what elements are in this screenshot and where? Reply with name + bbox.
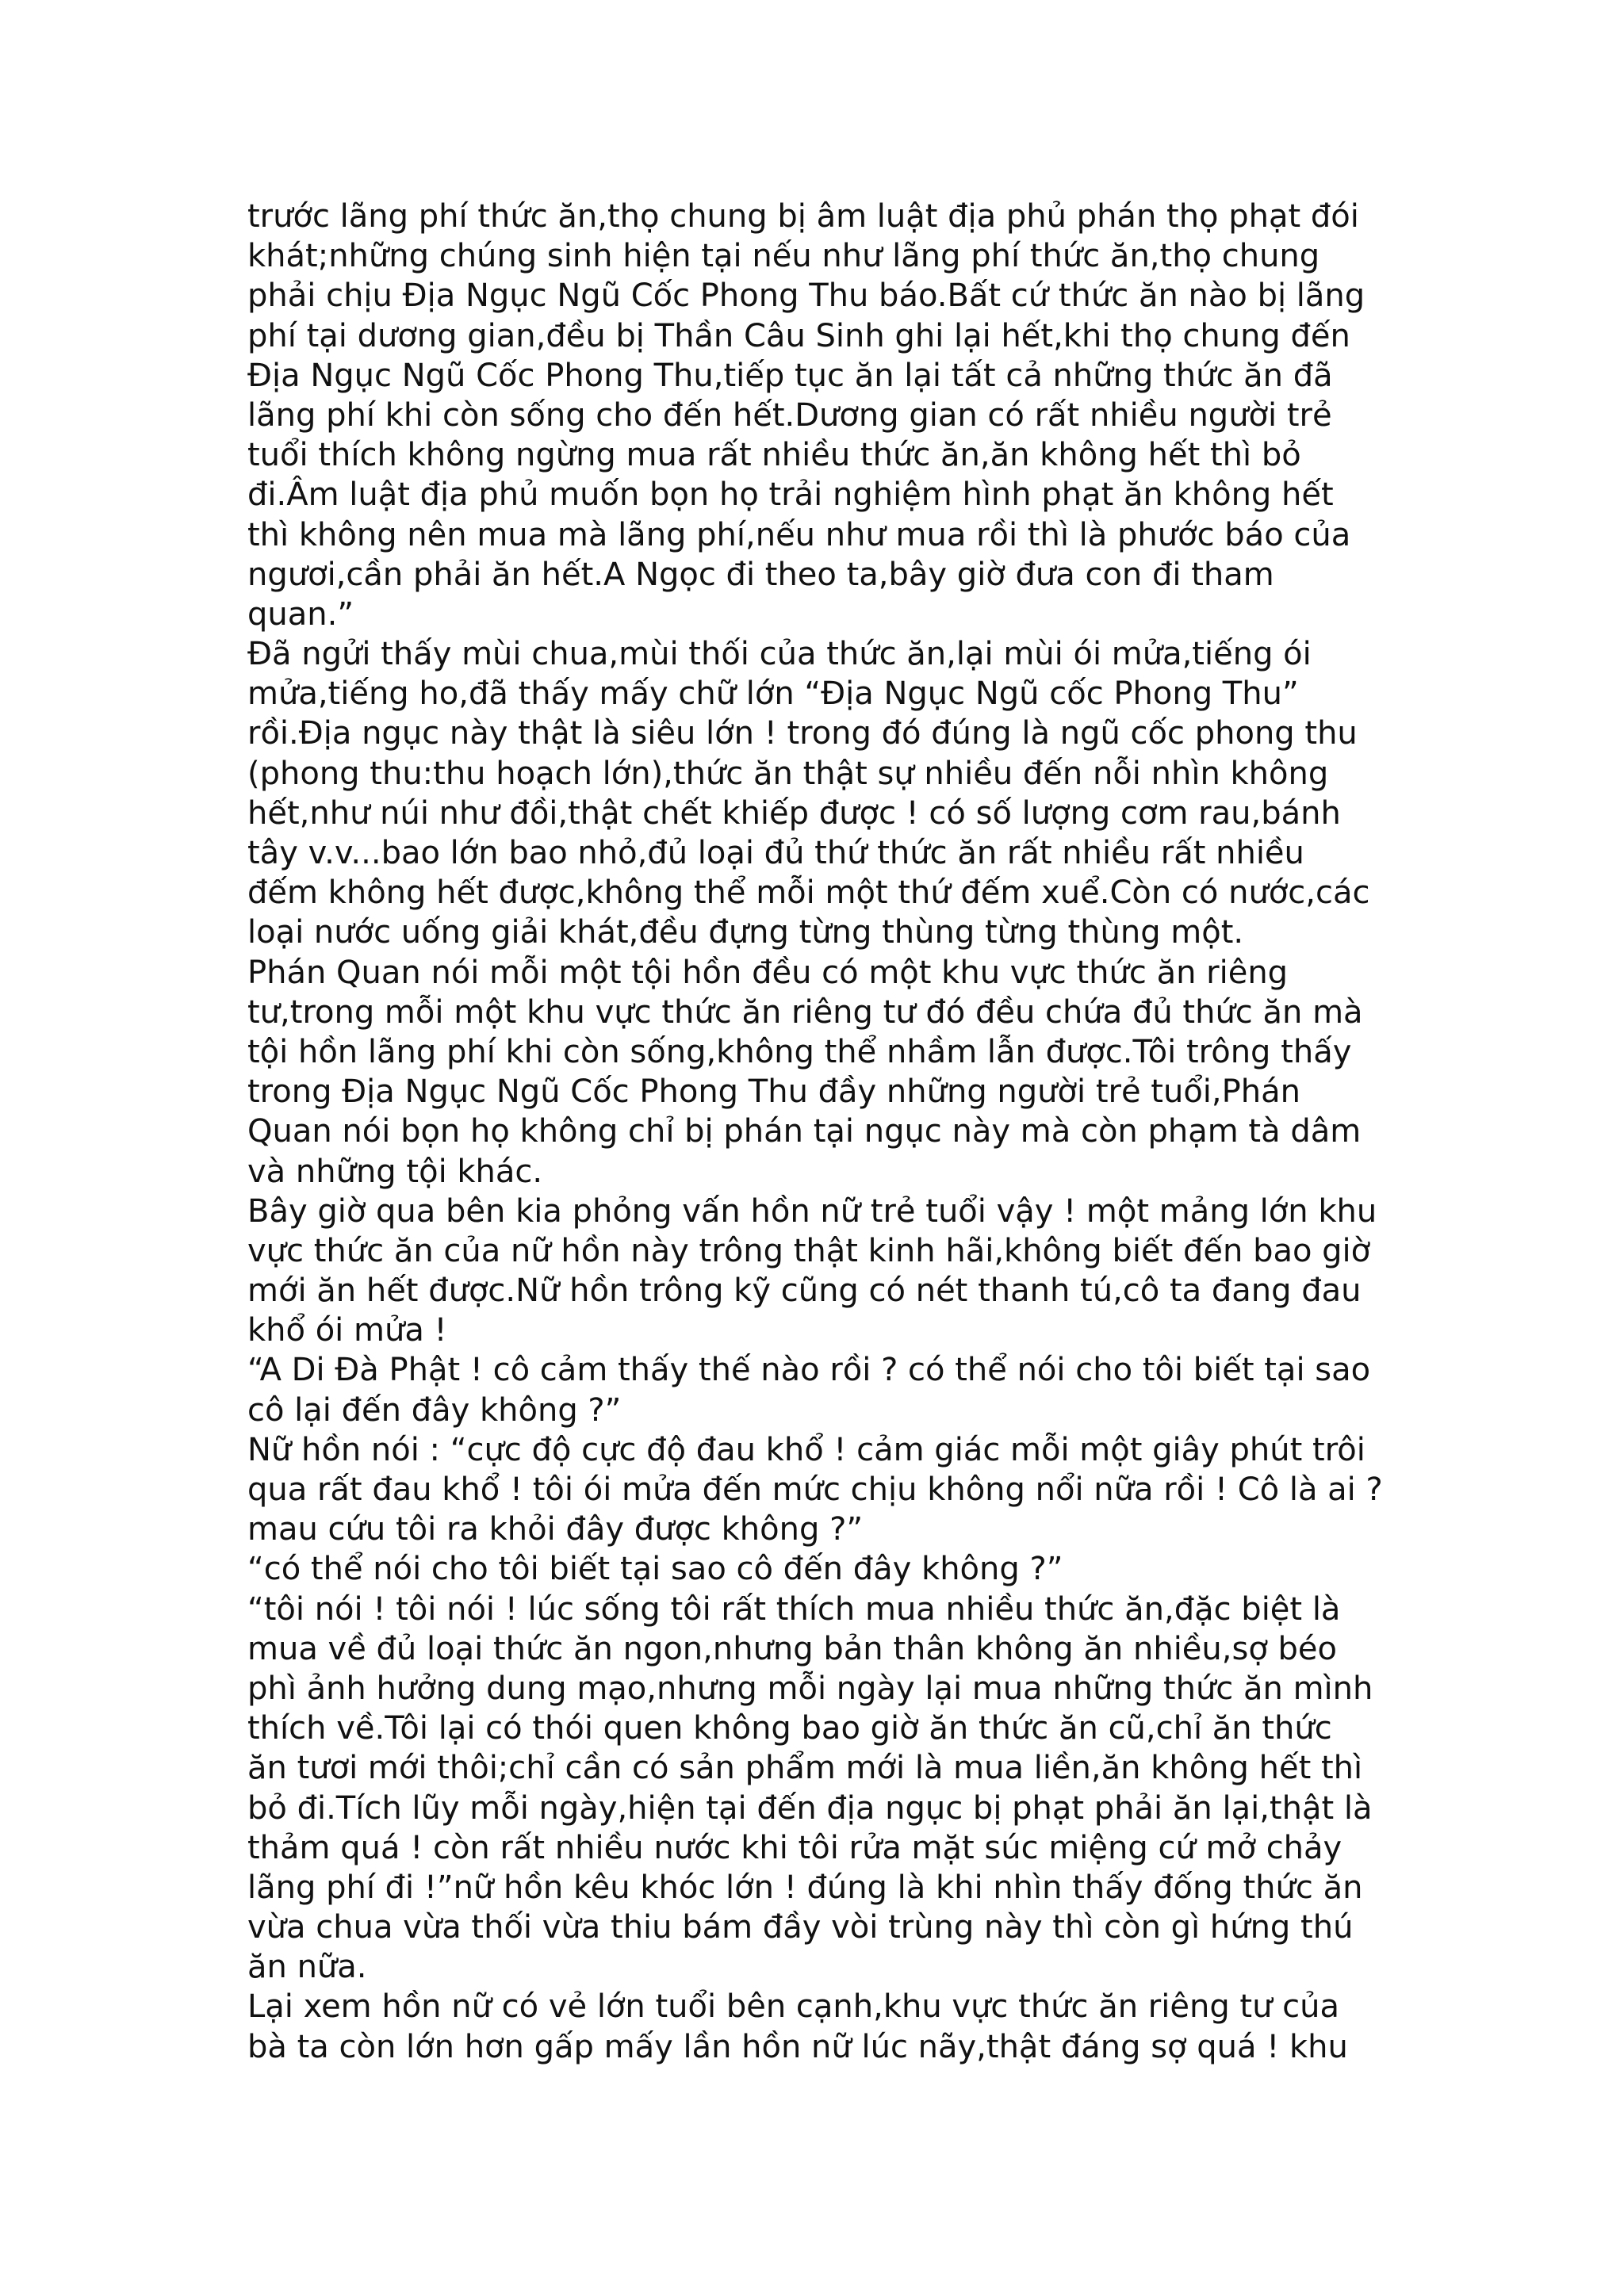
text-line: đi.Âm luật địa phủ muốn bọn họ trải nghiệm hình phạt ăn không hết <box>247 476 1334 514</box>
body-text <box>247 197 1405 2067</box>
text-line: Đã ngửi thấy mùi chua,mùi thối của thức ăn,lại mùi ói mửa,tiếng ói <box>247 636 1312 673</box>
text-line: Lại xem hồn nữ có vẻ lớn tuổi bên cạnh,khu vực thức ăn riêng tư của <box>247 1988 1340 2026</box>
text-line: Nữ hồn nói : “cực độ cực độ đau khổ ! cảm giác mỗi một giây phút trôi <box>247 1431 1365 1468</box>
text-line: Phán Quan nói mỗi một tội hồn đều có một khu vực thức ăn riêng <box>247 954 1289 991</box>
text-line: tội hồn lãng phí khi còn sống,không thể nhầm lẫn được.Tôi trông thấy <box>247 1033 1352 1070</box>
text-line: Địa Ngục Ngũ Cốc Phong Thu,tiếp tục ăn lại tất cả những thức ăn đã <box>247 357 1333 394</box>
text-line: trước lãng phí thức ăn,thọ chung bị âm luật địa phủ phán thọ phạt đói <box>247 198 1359 235</box>
text-line: bỏ đi.Tích lũy mỗi ngày,hiện tại đến địa ngục bị phạt phải ăn lại,thật là <box>247 1789 1373 1827</box>
text-line: lãng phí khi còn sống cho đến hết.Dương gian có rất nhiều người trẻ <box>247 396 1332 434</box>
text-line: phải chịu Địa Ngục Ngũ Cốc Phong Thu báo.Bất cứ thức ăn nào bị lãng <box>247 277 1365 315</box>
text-line: thích về.Tôi lại có thói quen không bao giờ ăn thức ăn cũ,chỉ ăn thức <box>247 1710 1332 1747</box>
text-line: Quan nói bọn họ không chỉ bị phán tại ngục này mà còn phạm tà dâm <box>247 1113 1362 1150</box>
text-line: qua rất đau khổ ! tôi ói mửa đến mức chịu không nổi nữa rồi ! Cô là ai ? <box>247 1471 1383 1508</box>
text-line: vực thức ăn của nữ hồn này trông thật kinh hãi,không biết đến bao giờ <box>247 1232 1371 1269</box>
text-line: cô lại đến đây không ?” <box>247 1391 622 1429</box>
text-line: ăn tươi mới thôi;chỉ cần có sản phẩm mới là mua liền,ăn không hết thì <box>247 1750 1363 1787</box>
text-line: trong Địa Ngục Ngũ Cốc Phong Thu đầy những người trẻ tuổi,Phán <box>247 1073 1300 1111</box>
text-line: “tôi nói ! tôi nói ! lúc sống tôi rất thích mua nhiều thức ăn,đặc biệt là <box>247 1590 1341 1628</box>
text-line: phí tại dương gian,đều bị Thần Câu Sinh ghi lại hết,khi thọ chung đến <box>247 317 1350 354</box>
text-line: mau cứu tôi ra khỏi đây được không ?” <box>247 1511 864 1548</box>
text-line: Bây giờ qua bên kia phỏng vấn hồn nữ trẻ tuổi vậy ! một mảng lớn khu <box>247 1192 1377 1230</box>
text-line: đếm không hết được,không thể mỗi một thứ đếm xuể.Còn có nước,các <box>247 874 1370 912</box>
text-line: ngươi,cần phải ăn hết.A Ngọc đi theo ta,bây giờ đưa con đi tham <box>247 556 1274 593</box>
text-line: “A Di Đà Phật ! cô cảm thấy thế nào rồi ? có thể nói cho tôi biết tại sao <box>247 1352 1371 1389</box>
text-line: hết,như núi như đồi,thật chết khiếp được ! có số lượng cơm rau,bánh <box>247 794 1341 832</box>
text-line: (phong thu:thu hoạch lớn),thức ăn thật sự nhiều đến nỗi nhìn không <box>247 755 1329 792</box>
text-line: rồi.Địa ngục này thật là siêu lớn ! trong đó đúng là ngũ cốc phong thu <box>247 715 1358 752</box>
text-line: phì ảnh hưởng dung mạo,nhưng mỗi ngày lại mua những thức ăn mình <box>247 1670 1373 1707</box>
text-line: mua về đủ loại thức ăn ngon,nhưng bản thân không ăn nhiều,sợ béo <box>247 1630 1337 1667</box>
text-line: tư,trong mỗi một khu vực thức ăn riêng tư đó đều chứa đủ thức ăn mà <box>247 993 1363 1031</box>
text-line: bà ta còn lớn hơn gấp mấy lần hồn nữ lúc nãy,thật đáng sợ quá ! khu <box>247 2028 1348 2065</box>
text-line: tuổi thích không ngừng mua rất nhiều thức ăn,ăn không hết thì bỏ <box>247 437 1301 474</box>
text-line: lãng phí đi !”nữ hồn kêu khóc lớn ! đúng là khi nhìn thấy đống thức ăn <box>247 1869 1363 1906</box>
text-line: “có thể nói cho tôi biết tại sao cô đến đây không ?” <box>247 1551 1063 1588</box>
text-line: và những tội khác. <box>247 1153 543 1190</box>
text-line: mới ăn hết được.Nữ hồn trông kỹ cũng có nét thanh tú,cô ta đang đau <box>247 1272 1362 1310</box>
text-line: khổ ói mửa ! <box>247 1312 447 1349</box>
text-line: vừa chua vừa thối vừa thiu bám đầy vòi trùng này thì còn gì hứng thú <box>247 1909 1354 1946</box>
text-line: tây v.v...bao lớn bao nhỏ,đủ loại đủ thứ thức ăn rất nhiều rất nhiều <box>247 835 1304 871</box>
text-line: ăn nữa. <box>247 1949 367 1986</box>
text-line: thảm quá ! còn rất nhiều nước khi tôi rửa mặt súc miệng cứ mở chảy <box>247 1829 1342 1866</box>
text-line: thì không nên mua mà lãng phí,nếu như mua rồi thì là phước báo của <box>247 516 1351 553</box>
text-line: khát;những chúng sinh hiện tại nếu như lãng phí thức ăn,thọ chung <box>247 238 1320 275</box>
text-line: loại nước uống giải khát,đều đựng từng thùng từng thùng một. <box>247 914 1244 951</box>
text-line: mửa,tiếng ho,đã thấy mấy chữ lớn “Địa Ngục Ngũ cốc Phong Thu” <box>247 675 1299 713</box>
text-line: quan.” <box>247 595 354 633</box>
